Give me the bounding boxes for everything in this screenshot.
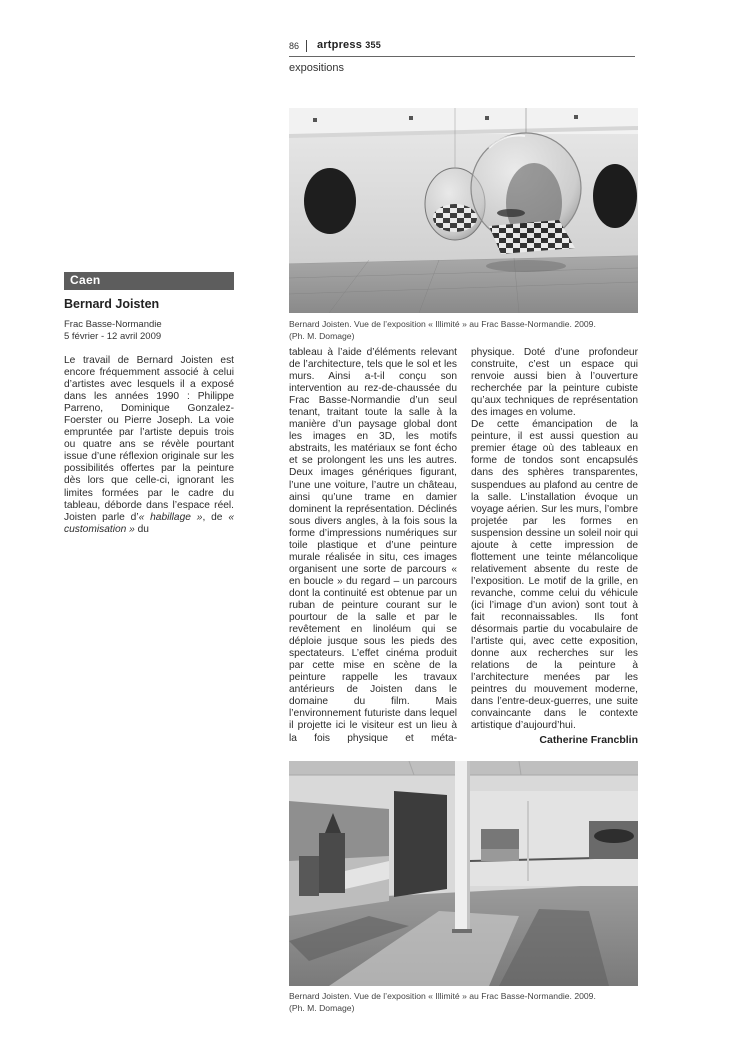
top-caption-line: Bernard Joisten. Vue de l’exposition « Illimité » au Frac Basse-Normandie. 2009. bbox=[289, 319, 596, 329]
bottom-caption-line: Bernard Joisten. Vue de l’exposition « Illimité » au Frac Basse-Normandie. 2009. bbox=[289, 991, 596, 1001]
issue-number: 355 bbox=[365, 40, 381, 50]
page-number: 86 bbox=[289, 41, 300, 51]
bottom-photo-caption bbox=[289, 991, 638, 1014]
venue: Frac Basse-Normandie bbox=[64, 319, 162, 330]
term-habillage: « habillage » bbox=[138, 511, 203, 523]
column-3-paragraph-2: De cette émancipation de la peinture, il est aussi question au premier étage où des tableaux en forme de tondos sont encapsulés dans des sphères transparentes, suspendues au plafond au centre de la salle. L’installation évoque un voyage aérien. Sur les murs, l’ombre projetée par les formes en suspension dessine un soleil noir qui ajoute à cette impression de flottement une teinte mélancolique relativement absente du reste de l’exposition. Le motif de la grille, en revanche, comme celui du véhicule (ici l’image d’un avion) sont tout à fait reconnaissables. Ils font désormais partie du vocabulaire de l’artiste qui, avec cette exposition, donne aux recherches sur les relations de la peinture à l’architecture menées par les peintres du mouvement moderne, dans l’entre-deux-guerres, une suite convaincante dans le contexte artistique d’aujourd’hui. bbox=[471, 419, 638, 732]
section-title: expositions bbox=[289, 62, 345, 74]
exhibition-dates: 5 février - 12 avril 2009 bbox=[64, 331, 162, 342]
top-photo-caption bbox=[289, 319, 638, 342]
bottom-photo-gallery bbox=[289, 761, 638, 986]
column-2 bbox=[289, 347, 457, 745]
magazine-title bbox=[317, 39, 381, 51]
column-1-text bbox=[64, 355, 234, 536]
column-1 bbox=[64, 355, 234, 536]
column-3 bbox=[471, 347, 638, 746]
column-3-paragraph-1: physique. Doté d’une profondeur construite, c’est un espace qui renvoie aussi bien à l’ouverture recherchée par la peinture cubiste qu’aux techniques de représentation des images en volume. bbox=[471, 347, 638, 419]
author-byline: Catherine Francblin bbox=[539, 733, 638, 746]
magazine-name: artpress bbox=[317, 39, 363, 51]
artist-name: Bernard Joisten bbox=[64, 297, 160, 311]
column-1-end: du bbox=[134, 523, 149, 535]
separator-text: , de bbox=[202, 511, 229, 523]
top-caption-credit: (Ph. M. Domage) bbox=[289, 330, 355, 341]
column-2-text: tableau à l’aide d’éléments relevant de l’architecture, tels que le sol et les murs. Ainsi a-t-il conçu son intervention au rez-de-chaussée du Frac Basse-Normandie d’un seul tenant, traitant toute la salle à la manière d’un paysage global dont les images en 3D, les motifs abstraits, les matériaux se font écho et se prolongent les uns les autres. Deux images génériques figurant, l’une une voiture, l’autre un château, ainsi qu’une trame en damier dominent la représentation. Déclinés sous divers angles, à la fois sous la forme d’impressions numériques sur toile plastique et d’une peinture murale réalisée in situ, ces images organisent une sorte de parcours « en boucle » du regard – un parcours dont la continuité est obtenue par un ruban de peinture courant sur le pourtour de la salle et par le revêtement en linoléum qui se déploie jusque sous les pieds des spectateurs. L’effet cinéma produit par cette mise en scène de la peinture rappelle les travaux antérieurs de Joisten dans le domaine du film. Mais l’environnement futuriste dans lequel il projette ici le visiteur est un lieu à la fois physique et méta- bbox=[289, 347, 457, 744]
bottom-caption-credit: (Ph. M. Domage) bbox=[289, 1002, 355, 1013]
header-rule bbox=[289, 56, 635, 57]
term-customisation: « customisation » bbox=[64, 511, 234, 535]
header-separator bbox=[306, 40, 307, 52]
intro-text: Le travail de Bernard Joisten est encore fréquemment associé à celui d’artistes avec lesquels il a exposé dans les années 1990 : Philippe Parreno, Dominique Gonzalez-Foerster ou Pierre Joseph. La voie empruntée par l’artiste depuis trois ou quatre ans se révèle pourtant issue d’une réflexion originale sur les possibilités offertes par la peinture dès lors que celle-ci, ignorant les limites formées par le cadre du tableau, déborde dans l’espace réel. Joisten parle d’ bbox=[64, 355, 234, 523]
top-photo-spheres bbox=[289, 108, 638, 313]
city-label: Caen bbox=[70, 273, 101, 287]
